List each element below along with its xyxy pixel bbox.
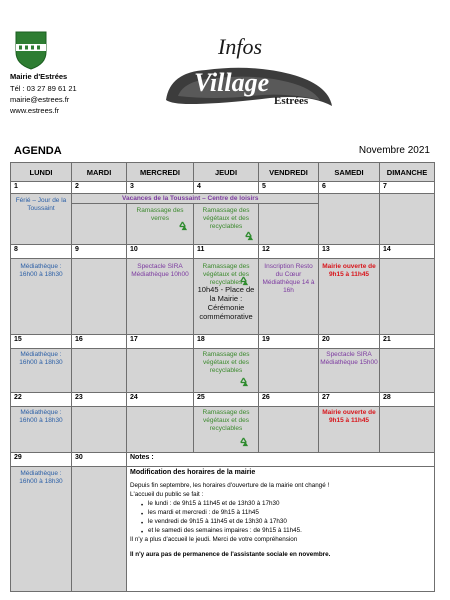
- day-cell: [258, 244, 319, 259]
- day-cell: [126, 334, 194, 349]
- day-cell: [258, 334, 319, 349]
- mairie-name: Mairie d'Estrées: [10, 72, 68, 81]
- notes-line: Il n'y a plus d'accueil le jeudi. Merci de votre compréhension: [130, 536, 298, 543]
- day-number: 24: [130, 394, 138, 401]
- calendar-grid: [10, 162, 435, 592]
- day-cell: [10, 452, 72, 467]
- notes-line: Depuis fin septembre, les horaires d'ouverture de la mairie ont changé !: [130, 482, 330, 489]
- day-number: 5: [262, 183, 266, 190]
- mediatheque-event: Médiathèque : 16h00 à 18h30: [19, 470, 63, 485]
- day-cell: [193, 334, 259, 349]
- vegetaux-event: Ramassage des végétaux et des recyclables: [202, 409, 250, 432]
- day-cell: [10, 244, 72, 259]
- day-number: 2: [75, 183, 79, 190]
- mediatheque-event: Médiathèque : 16h00 à 18h30: [19, 409, 63, 424]
- day-content: [71, 348, 127, 393]
- infos-village-banner: [160, 30, 336, 112]
- day-number: 10: [130, 246, 138, 253]
- day-content: [71, 258, 127, 335]
- day-cell: [126, 244, 194, 259]
- verres-event: Ramassage des verres: [136, 207, 184, 222]
- header-mercredi: MERCREDI: [126, 162, 194, 182]
- ferie-event: Férié – Jour de la Toussaint: [15, 197, 67, 212]
- day-cell: [379, 334, 435, 349]
- day-number: 29: [14, 454, 22, 461]
- day-cell: [126, 392, 194, 407]
- mediatheque-event: Médiathèque : 16h00 à 18h30: [19, 351, 63, 366]
- day-number: 15: [14, 336, 22, 343]
- mairie-ouverte-event: Mairie ouverte de 9h15 à 11h45: [322, 409, 376, 424]
- day-number: 21: [383, 336, 391, 343]
- day-cell: [71, 452, 127, 467]
- ceremonie-event: 10h45 - Place de la Mairie : Cérémonie commémorative: [197, 285, 255, 321]
- banner-town: Estrées: [274, 95, 309, 107]
- notes-footer: Il n'y aura pas de permanence de l'assistante sociale en novembre.: [130, 551, 331, 558]
- vacances-label: Vacances de la Toussaint – Centre de loisirs: [122, 195, 259, 202]
- day-cell: [71, 244, 127, 259]
- day-content: [379, 258, 435, 335]
- day-number: 20: [322, 336, 330, 343]
- day-cell: [318, 244, 380, 259]
- day-content: [71, 406, 127, 453]
- day-number: 8: [14, 246, 18, 253]
- vegetaux-event: Ramassage des végétaux et des recyclables: [202, 263, 250, 286]
- notes-line: L'accueil du public se fait :: [130, 491, 204, 498]
- day-cell: [71, 334, 127, 349]
- notes-label: Notes :: [130, 454, 154, 461]
- day-number: 19: [262, 336, 270, 343]
- day-content: [126, 406, 194, 453]
- recycle-icon: [243, 231, 254, 242]
- day-number: 3: [130, 183, 134, 190]
- day-content: [379, 348, 435, 393]
- day-number: 26: [262, 394, 270, 401]
- day-number: 13: [322, 246, 330, 253]
- day-content: [379, 193, 435, 245]
- notes-line: les mardi et mercredi : de 9h15 à 11h45: [148, 509, 259, 516]
- notes-bullets: • • • •: [141, 503, 144, 536]
- recycle-icon: [238, 377, 249, 388]
- day-number: 28: [383, 394, 391, 401]
- day-cell: [71, 392, 127, 407]
- day-cell: [318, 334, 380, 349]
- day-number: 17: [130, 336, 138, 343]
- day-number: 23: [75, 394, 83, 401]
- day-content: [379, 406, 435, 453]
- sira-event: Spectacle SIRA Médiathèque 10h00: [131, 263, 189, 278]
- notes-line: le lundi : de 9h15 à 11h45 et de 13h30 à 17h30: [148, 500, 280, 507]
- day-number: 4: [197, 183, 201, 190]
- day-number: 22: [14, 394, 22, 401]
- sira-event: Spectacle SIRA Médiathèque 15h00: [320, 351, 378, 366]
- notes-line: le vendredi de 9h15 à 11h45 et de 13h30 à 17h30: [148, 518, 287, 525]
- day-content: [258, 348, 319, 393]
- day-number: 12: [262, 246, 270, 253]
- day-content: [126, 348, 194, 393]
- banner-village: Village: [194, 68, 270, 97]
- banner-infos: Infos: [218, 34, 262, 59]
- day-cell: [193, 392, 259, 407]
- header-mardi: MARDI: [71, 162, 127, 182]
- day-content: [318, 193, 380, 245]
- vegetaux-event: Ramassage des végétaux et des recyclables: [202, 207, 250, 230]
- day-number: 30: [75, 454, 83, 461]
- mairie-email[interactable]: mairie@estrees.fr: [10, 95, 70, 104]
- day-cell: [10, 334, 72, 349]
- recycle-icon: [238, 437, 249, 448]
- header-vendredi: VENDREDI: [258, 162, 319, 182]
- vegetaux-event: Ramassage des végétaux et des recyclables: [202, 351, 250, 374]
- day-cell: [10, 392, 72, 407]
- header-jeudi: JEUDI: [193, 162, 259, 182]
- day-cell: [318, 392, 380, 407]
- day-content: [258, 406, 319, 453]
- day-number: 18: [197, 336, 205, 343]
- day-cell: [193, 244, 259, 259]
- mairie-website[interactable]: www.estrees.fr: [10, 106, 60, 115]
- day-number: 6: [322, 183, 326, 190]
- recycle-icon: [238, 276, 249, 287]
- mairie-phone: Tél : 03 27 89 61 21: [10, 84, 77, 93]
- day-number: 7: [383, 183, 387, 190]
- header-lundi: LUNDI: [10, 162, 72, 182]
- header-samedi: SAMEDI: [318, 162, 380, 182]
- header-dimanche: DIMANCHE: [379, 162, 435, 182]
- day-cell: [379, 244, 435, 259]
- day-number: 9: [75, 246, 79, 253]
- recycle-icon: [177, 221, 188, 232]
- resto-event: Inscription Resto du Cœur Médiathèque 14 à 16h: [262, 263, 315, 294]
- crest-icon: [14, 30, 48, 70]
- agenda-title: AGENDA: [14, 145, 62, 157]
- day-cell: [379, 392, 435, 407]
- day-number: 16: [75, 336, 83, 343]
- notes-header-cell: [126, 452, 435, 467]
- day-number: 1: [14, 183, 18, 190]
- day-number: 14: [383, 246, 391, 253]
- notes-heading: Modification des horaires de la mairie: [130, 469, 256, 476]
- mediatheque-event: Médiathèque : 16h00 à 18h30: [19, 263, 63, 278]
- notes-line: et le samedi des semaines impaires : de 9h15 à 11h45.: [148, 527, 302, 534]
- day-cell: [258, 392, 319, 407]
- month-title: Novembre 2021: [358, 145, 430, 156]
- day-number: 25: [197, 394, 205, 401]
- day-number: 27: [322, 394, 330, 401]
- day-content: [71, 466, 127, 592]
- day-number: 11: [197, 246, 205, 253]
- mairie-ouverte-event: Mairie ouverte de 9h15 à 11h45: [322, 263, 376, 278]
